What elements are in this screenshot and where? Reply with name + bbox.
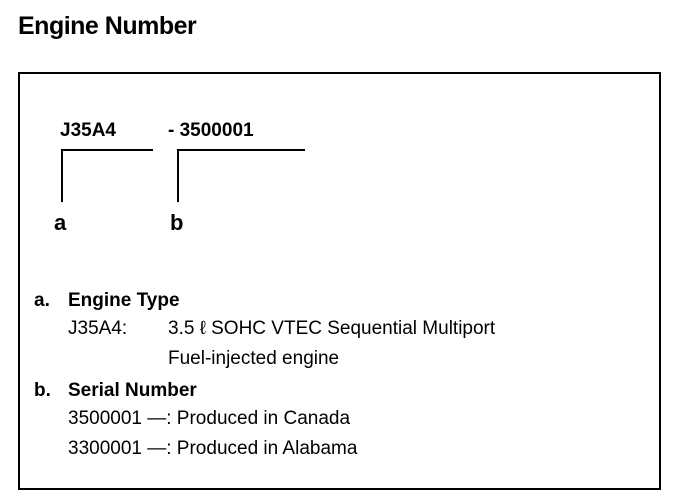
- engine-type-code: J35A4: [60, 120, 116, 141]
- legend-a-description-line-2: Fuel-injected engine: [168, 348, 340, 369]
- legend-b-row-canada: 3500001 ―: Produced in Canada: [68, 408, 351, 429]
- marker-b: b: [170, 210, 184, 235]
- bracket-a-vertical: [61, 149, 63, 202]
- bracket-b-vertical: [177, 149, 179, 202]
- legend-a-description-line-1: 3.5 ℓ SOHC VTEC Sequential Multiport: [168, 318, 496, 339]
- bracket-a-horizontal: [61, 149, 153, 151]
- serial-number-code: - 3500001: [168, 120, 254, 141]
- page-title: Engine Number: [18, 12, 197, 40]
- legend-b-row-alabama: 3300001 ―: Produced in Alabama: [68, 438, 358, 459]
- legend-a-letter: a.: [34, 290, 50, 311]
- legend-a-heading: Engine Type: [68, 290, 180, 311]
- legend-b-heading: Serial Number: [68, 380, 197, 401]
- marker-a: a: [54, 210, 67, 235]
- legend-a-code-label: J35A4:: [68, 318, 128, 339]
- bracket-b-horizontal: [177, 149, 305, 151]
- legend-b-letter: b.: [34, 380, 51, 401]
